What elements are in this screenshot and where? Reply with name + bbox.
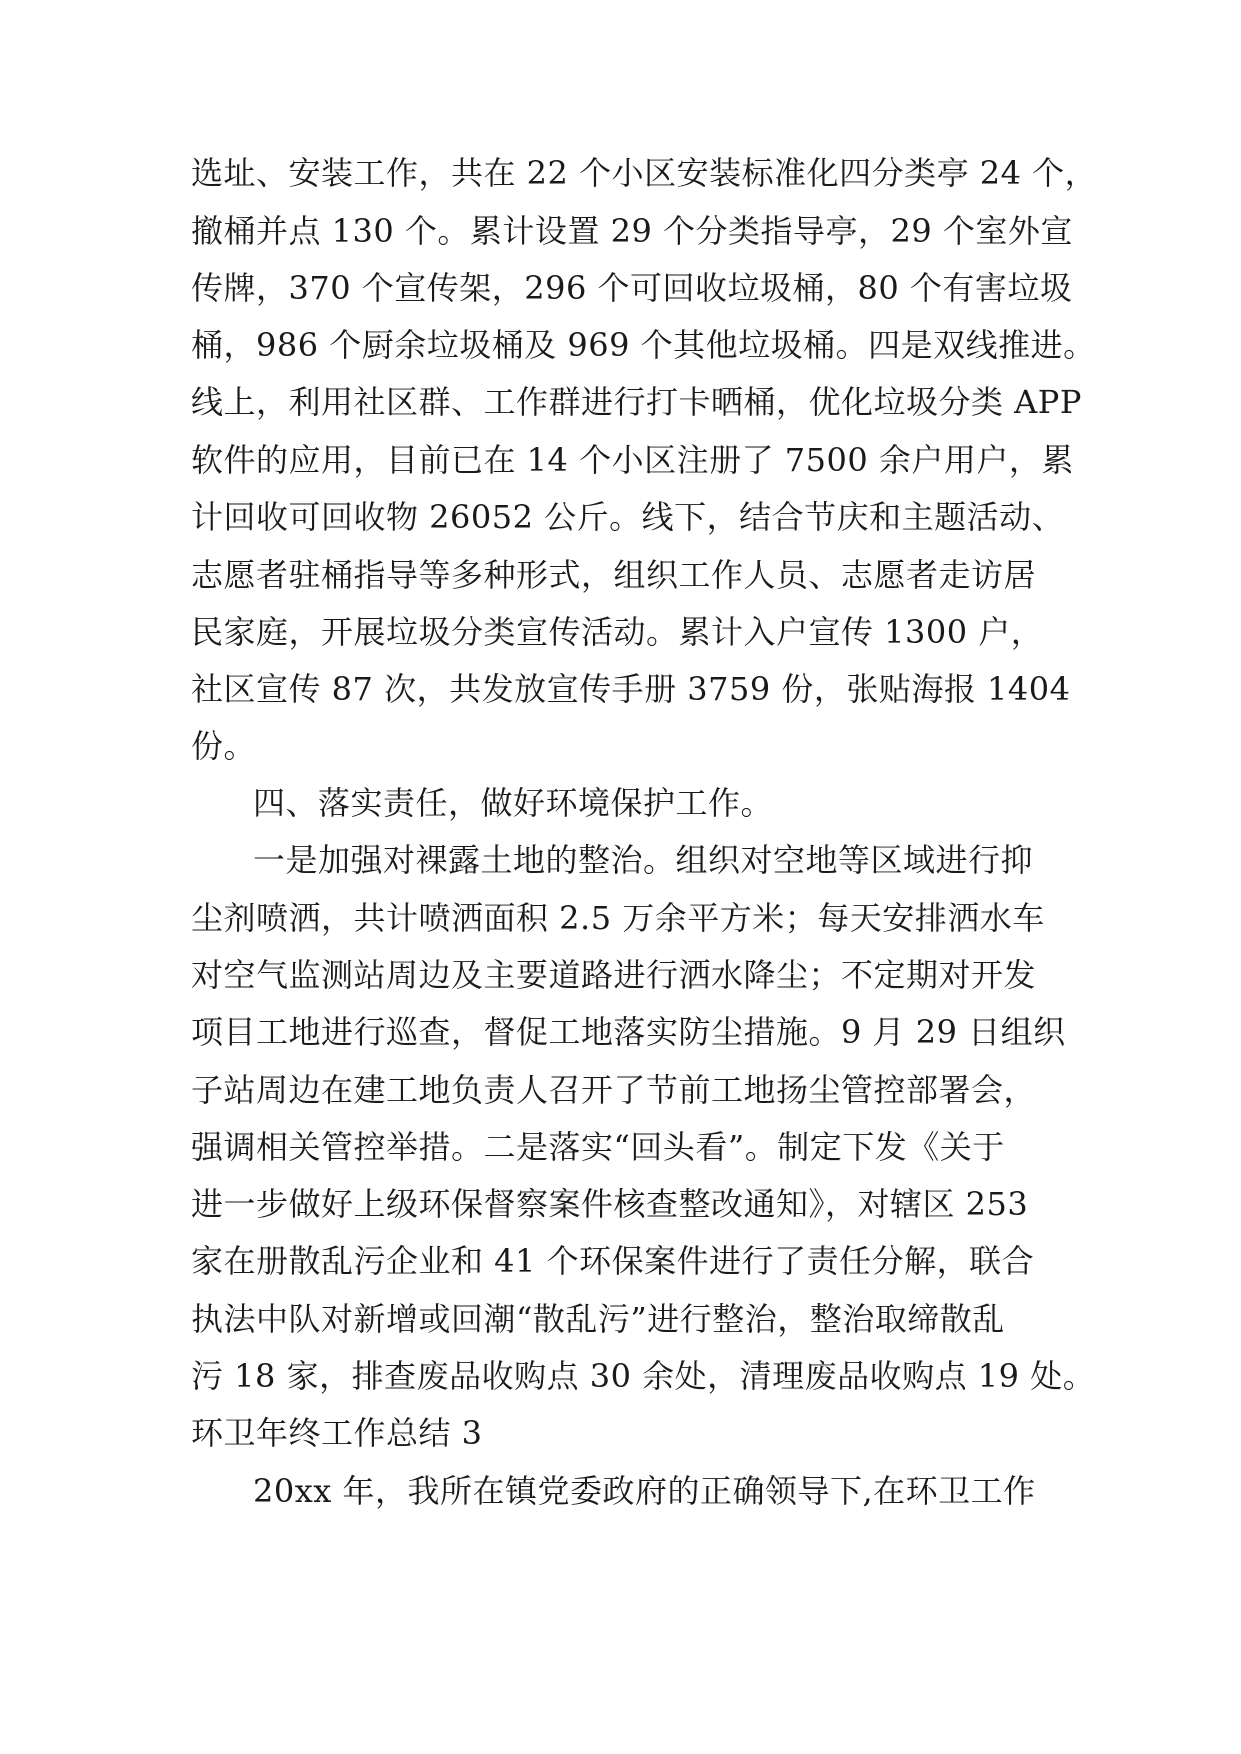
document-title: 环卫年终工作总结 3	[191, 1414, 483, 1452]
paragraph-line: 民家庭，开展垃圾分类宣传活动。累计入户宣传 1300 户，	[191, 613, 1044, 651]
paragraph-line: 进一步做好上级环保督察案件核查整改通知》，对辖区 253	[191, 1185, 1029, 1223]
paragraph-line: 对空气监测站周边及主要道路进行洒水降尘；不定期对开发	[191, 956, 1037, 994]
paragraph-line: 子站周边在建工地负责人召开了节前工地扬尘管控部署会，	[191, 1071, 1037, 1109]
paragraph-line: 选址、安装工作，共在 22 个小区安装标准化四分类亭 24 个，	[191, 154, 1098, 192]
paragraph-line: 污 18 家，排查废品收购点 30 余处，清理废品收购点 19 处。	[191, 1357, 1096, 1395]
paragraph-line: 志愿者驻桶指导等多种形式，组织工作人员、志愿者走访居	[191, 556, 1037, 594]
paragraph-line: 项目工地进行巡查，督促工地落实防尘措施。9 月 29 日组织	[191, 1013, 1066, 1051]
section-heading: 四、落实责任，做好环境保护工作。	[253, 784, 774, 822]
paragraph-line: 尘剂喷洒，共计喷洒面积 2.5 万余平方米；每天安排洒水车	[191, 899, 1045, 937]
paragraph-line: 20xx 年，我所在镇党委政府的正确领导下,在环卫工作	[253, 1472, 1036, 1510]
paragraph-line: 撤桶并点 130 个。累计设置 29 个分类指导亭，29 个室外宣	[191, 212, 1073, 250]
paragraph-line: 软件的应用，目前已在 14 个小区注册了 7500 余户用户，累	[191, 441, 1074, 479]
paragraph-line: 桶，986 个厨余垃圾桶及 969 个其他垃圾桶。四是双线推进。	[191, 326, 1096, 364]
paragraph-line: 强调相关管控举措。二是落实“回头看”。制定下发《关于	[191, 1128, 1005, 1166]
paragraph-line: 计回收可回收物 26052 公斤。线下，结合节庆和主题活动、	[191, 498, 1065, 536]
paragraph-line: 一是加强对裸露土地的整治。组织对空地等区域进行抑	[253, 841, 1034, 879]
paragraph-line: 执法中队对新增或回潮“散乱污”进行整治，整治取缔散乱	[191, 1300, 1005, 1338]
paragraph-line: 传牌，370 个宣传架，296 个可回收垃圾桶，80 个有害垃圾	[191, 269, 1073, 307]
paragraph-line: 家在册散乱污企业和 41 个环保案件进行了责任分解，联合	[191, 1242, 1035, 1280]
paragraph-line: 线上，利用社区群、工作群进行打卡晒桶，优化垃圾分类 APP	[191, 383, 1082, 421]
paragraph-line: 份。	[191, 727, 257, 765]
paragraph-line: 社区宣传 87 次，共发放宣传手册 3759 份，张贴海报 1404	[191, 670, 1071, 708]
